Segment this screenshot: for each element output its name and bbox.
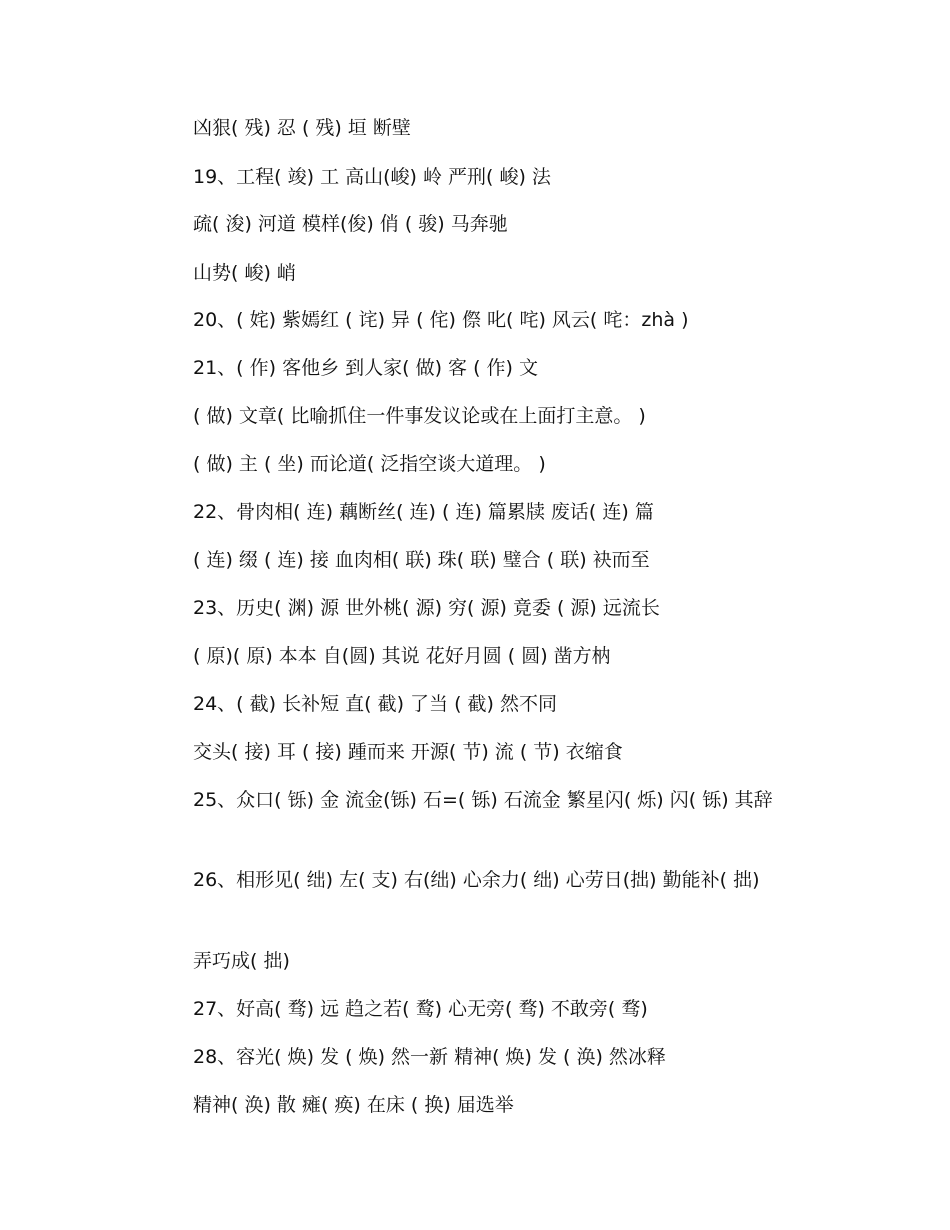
text-line: 弄巧成( 拙) [193,950,290,972]
text-line: 交头( 接) 耳 ( 接) 踵而来 开源( 节) 流 ( 节) 衣缩食 [193,741,623,763]
text-line: 山势( 峻) 峭 [193,262,296,284]
text-line: ( 原)( 原) 本本 自(圆) 其说 花好月圆 ( 圆) 凿方枘 [193,645,611,667]
text-line-wrapped: 26、相形见( 绌) 左( 支) 右(绌) 心余力( 绌) 心劳日(拙) 勤能补( 拙) [193,869,760,891]
text-line: 精神( 涣) 散 瘫( 痪) 在床 ( 换) 届选举 [193,1094,514,1116]
text-line: 24、( 截) 长补短 直( 截) 了当 ( 截) 然不同 [193,693,557,715]
text-line: 22、骨肉相( 连) 藕断丝( 连) ( 连) 篇累牍 废话( 连) 篇 [193,501,654,523]
text-line: ( 连) 缀 ( 连) 接 血肉相( 联) 珠( 联) 璧合 ( 联) 袂而至 [193,549,650,571]
text-line: 20、( 姹) 紫嫣红 ( 诧) 异 ( 侘) 傺 叱( 咤) 风云( 咤：zhà ) [193,309,689,331]
text-line: 21、( 作) 客他乡 到人家( 做) 客 ( 作) 文 [193,357,538,379]
text-line: ( 做) 文章( 比喻抓住一件事发议论或在上面打主意。 ) [193,405,646,427]
text-line: 23、历史( 渊) 源 世外桃( 源) 穷( 源) 竟委 ( 源) 远流长 [193,597,660,619]
text-line: 疏( 浚) 河道 模样(俊) 俏 ( 骏) 马奔驰 [193,213,508,235]
text-line: ( 做) 主 ( 坐) 而论道( 泛指空谈大道理。 ) [193,453,546,475]
text-line: 28、容光( 焕) 发 ( 焕) 然一新 精神( 焕) 发 ( 涣) 然冰释 [193,1046,666,1068]
text-line: 27、好高( 骛) 远 趋之若( 鹜) 心无旁( 骛) 不敢旁( 骛) [193,998,648,1020]
text-line: 凶狠( 残) 忍 ( 残) 垣 断壁 [193,117,411,139]
text-line-wrapped: 25、众口( 铄) 金 流金(铄) 石=( 铄) 石流金 繁星闪( 烁) 闪( 铄) 其辞 [193,789,773,811]
text-line: 19、工程( 竣) 工 高山(峻) 岭 严刑( 峻) 法 [193,166,551,188]
